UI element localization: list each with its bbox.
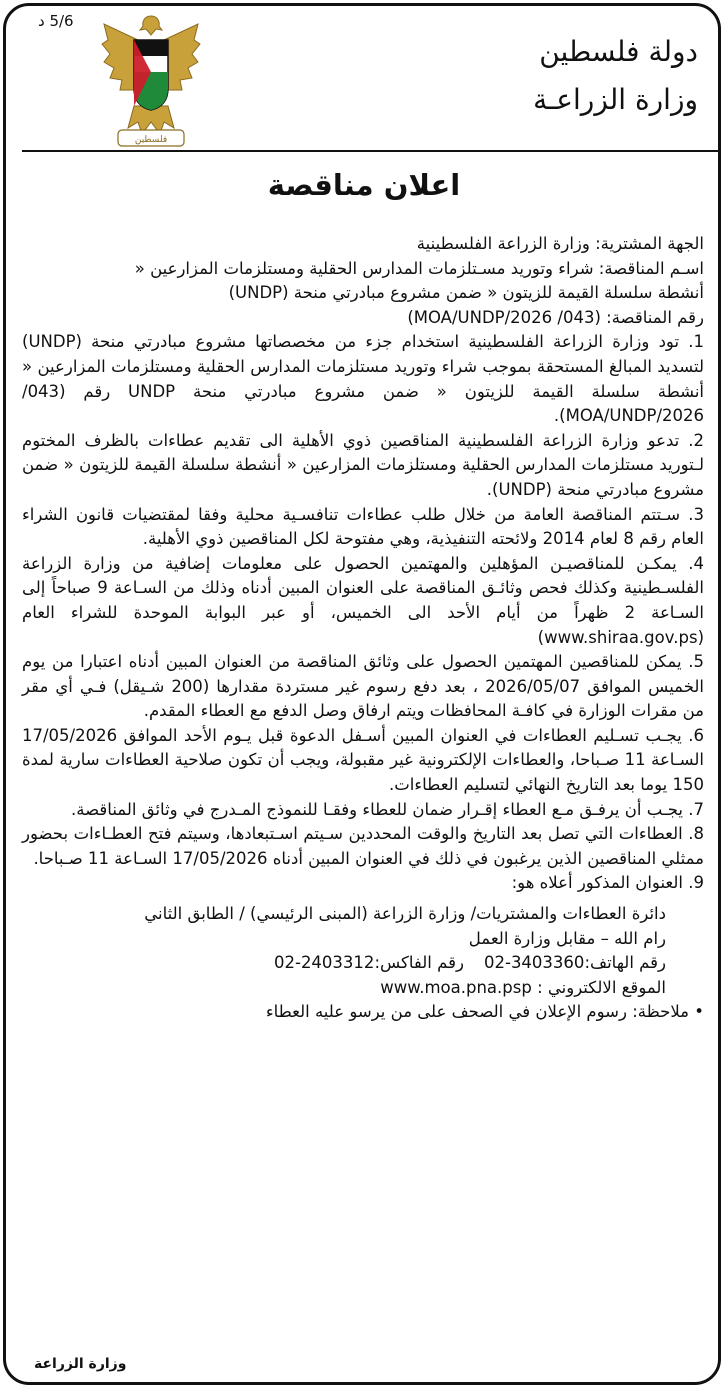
footer-ministry: وزارة الزراعة — [34, 1356, 127, 1372]
clause-2: 2. تدعو وزارة الزراعة الفلسطينية المناقصين ذوي الأهلية الى تقديم عطاءات بالظرف المختوم لـتوريد مستلزمات المدارس الحقلية ومستلزمات المزارعين « أنشطة سلسلة القيمة للزيتون « ضمن مشروع مبادرتي منحة (UNDP). — [22, 430, 704, 499]
clause-5: 5. يمكن للمناقصين المهتمين الحصول على وثائق المناقصة من العنوان المبين أدناه اعتبارا من يوم الخميس الموافق 2026/05/07 ، بعد دفع رسوم غير مستردة مقدارها (200 شـيقل) فـي أي مقر من مقرات الوزارة في كافـة المحافظات ويتم ارفاق وصل الدفع مع العطاء المقدم. — [22, 652, 704, 721]
flag-shield-icon — [134, 40, 168, 110]
tender-name-line-2: أنشطة سلسلة القيمة للزيتون « ضمن مشروع مبادرتي منحة (UNDP) — [228, 283, 704, 303]
website: الموقع الالكتروني : www.moa.pna.psp — [380, 977, 666, 997]
clause-7: 7. يجـب أن يرفـق مـع العطاء إقـرار ضمان للعطاء وفقـا للنموذج المـدرج في وثائق المناقصة. — [71, 799, 704, 819]
announcement-body — [22, 232, 704, 1025]
palestine-eagle-emblem — [98, 10, 204, 150]
tender-number-line: رقم المناقصة: (043/ MOA/UNDP/2026) — [407, 307, 704, 327]
ministry-name: وزارة الزراعـة — [533, 83, 698, 116]
address-location: رام الله – مقابل وزارة العمل — [468, 928, 666, 948]
phone-number: رقم الهاتف:3403360-02 — [483, 953, 666, 973]
address-department: دائرة العطاءات والمشتريات/ وزارة الزراعة (المبنى الرئيسي) / الطابق الثاني — [144, 904, 666, 924]
document-code: 5/6 د — [38, 12, 74, 30]
note-line: • ملاحظة: رسوم الإعلان في الصحف على من يرسو عليه العطاء — [265, 1002, 704, 1022]
state-name: دولة فلسطين — [539, 35, 698, 68]
fax-number: رقم الفاكس:2403312-02 — [273, 953, 464, 973]
clause-6: 6. يجـب تسـليم العطاءات في العنوان المبين أسـفل الدعوة قبل يـوم الأحد الموافق 17/05/2026 السـاعة 11 صـباحا، والعطاءات الإلكترونية غير مقبولة، ويجب أن تكون صلاحية العطاءات سارية لمدة 150 يوما بعد التاريخ النهائي لتسليم العطاءات. — [22, 725, 704, 795]
clause-9: 9. العنوان المذكور أعلاه هو: — [511, 873, 704, 893]
clause-1: 1. تود وزارة الزراعة الفلسطينية استخدام جزء من مخصصاتها مشروع مبادرتي منحة (UNDP) لتسديد المبالغ المستحقة بموجب شراء وتوريد مستلزمات المدارس الحقلية ومستلزمات المزارعين « أنشطة سلسلة القيمة للزيتون « ضمن مشروع مبادرتي منحة UNDP رقم (043/ MOA/UNDP/2026). — [22, 332, 704, 426]
tender-name-line-1: اسـم المناقصة: شراء وتوريد مسـتلزمات المدارس الحقلية ومستلزمات المزارعين « — [134, 258, 704, 278]
header-divider — [22, 150, 720, 152]
address-block — [22, 902, 704, 1000]
tender-intro — [22, 232, 704, 330]
ministry-header — [533, 28, 698, 124]
clause-8: 8. العطاءات التي تصل بعد التاريخ والوقت المحددين سـيتم اسـتبعادها، وسيتم فتح العطـاءات بحضور ممثلي المناقصين الذين يرغبون في ذلك في العنوان المبين أدناه 17/05/2026 السـاعة 11 صـباحا. — [22, 824, 704, 868]
contact-numbers — [22, 951, 666, 976]
emblem-text: فلسطين — [134, 135, 168, 145]
clause-4: 4. يمكـن للمناقصيـن المؤهلين والمهتمين الحصول على معلومات إضافية من وزارة الزراعة الفلسـطينية وكذلك فحص وثائـق المناقصة على العنوان المبين أدناه وذلك من السـاعة 9 صباحاً إلى السـاعة 2 ظهراً من أيام الأحد الى الخميس، أو عبر البوابة الموحدة للشراء العام (www.shiraa.gov.ps) — [22, 553, 705, 647]
buyer-line: الجهة المشترية: وزارة الزراعة الفلسطينية — [416, 234, 704, 253]
announcement-title: اعلان مناقصة — [267, 168, 461, 202]
clause-3: 3. سـتتم المناقصة العامة من خلال طلب عطاءات تنافسـية محلية وفقا لمقتضيات قانون الشراء العام رقم 8 لعام 2014 ولائحته التنفيذية، وهي مفتوحة لكل المناقصين ذوي الأهلية. — [22, 504, 704, 549]
